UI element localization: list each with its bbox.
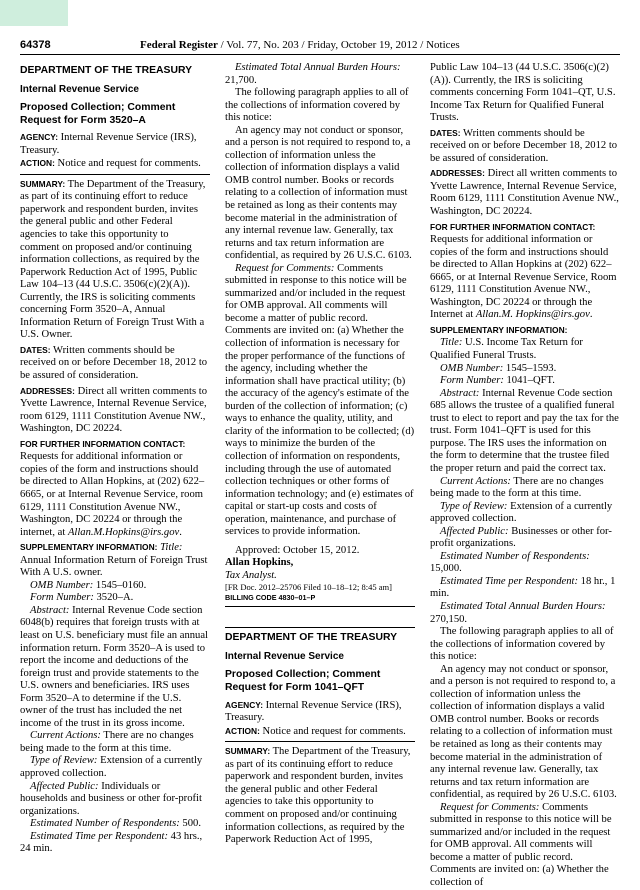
spacer xyxy=(225,610,415,624)
agency-text: Internal Revenue Service (IRS), Treasury. xyxy=(20,132,197,156)
form-label: Form Number: xyxy=(30,592,94,604)
title-text-2: U.S. Income Tax Return for Qualified Funeral Trusts. xyxy=(430,337,583,362)
omb-line xyxy=(20,580,210,593)
action-text: Notice and request for comments. xyxy=(54,158,201,170)
title-label: Title: xyxy=(157,542,183,554)
signer-name xyxy=(225,557,415,570)
form-number-line-2 xyxy=(430,375,620,388)
bureau-heading-2: Internal Revenue Service xyxy=(225,651,344,663)
contact-label: FOR FURTHER INFORMATION CONTACT: xyxy=(20,438,186,449)
form-label-2: Form Number: xyxy=(440,375,504,387)
request-comments-paragraph-2 xyxy=(430,802,620,890)
supplementary-label: SUPPLEMENTARY INFORMATION: xyxy=(20,542,158,553)
burden-text: 21,700. xyxy=(225,74,257,86)
notice-title: Proposed Collection; Comment Request for Form 3520–A xyxy=(20,102,176,126)
page-header xyxy=(20,38,620,52)
agency-text-2: Internal Revenue Service (IRS), Treasury. xyxy=(225,699,402,724)
agency-paragraph-2 xyxy=(225,699,415,725)
applies-paragraph-2: The following paragraph applies to all of the collections of information covered by this notice: xyxy=(430,626,614,663)
request-label-2: Request for Comments: xyxy=(440,801,540,813)
form-number-line xyxy=(20,592,210,605)
issue-details: / Vol. 77, No. 203 / Friday, October 19, 2012 / Notices xyxy=(217,39,460,51)
public-text: Individuals or households and business or other for-profit organizations. xyxy=(20,780,202,817)
publication-name: Federal Register xyxy=(140,39,218,51)
contact-email-link[interactable]: Allan.M.Hopkins@irs.gov xyxy=(67,526,180,538)
omb-control-paragraph: An agency may not conduct or sponsor, and a person is not required to respond to, a collection of information unless the collection of information displays a valid OMB control number. Books or records relating to a collection of information must be retained as long as their contents may become material in the administration of any internal revenue law. Generally, tax returns and tax return information are confidential, as required by 26 U.S.C. 6103. xyxy=(225,124,412,262)
time-text-2: 18 hr., 1 min. xyxy=(430,575,616,600)
affected-public-paragraph xyxy=(20,781,210,819)
agency-paragraph xyxy=(20,131,210,157)
header-rule xyxy=(20,54,620,55)
document-stamp xyxy=(0,0,68,26)
dates-paragraph-2 xyxy=(430,127,620,166)
action-paragraph xyxy=(20,157,210,171)
action-label-2: ACTION: xyxy=(225,725,260,736)
page-number: 64378 xyxy=(20,39,51,51)
review-text: Extension of a currently approved collection. xyxy=(20,755,203,779)
section-divider xyxy=(225,627,415,628)
column-2 xyxy=(225,62,415,847)
time-paragraph xyxy=(20,831,210,856)
addresses-paragraph xyxy=(20,385,210,436)
supplementary-label-line-2 xyxy=(430,324,620,338)
running-head xyxy=(140,38,460,52)
respondents-paragraph xyxy=(20,818,210,831)
time-text: 43 hrs., 24 min. xyxy=(20,830,203,855)
column-3 xyxy=(430,62,620,890)
omb-text: 1545–0160. xyxy=(93,579,147,591)
supplementary-label-2: SUPPLEMENTARY INFORMATION: xyxy=(430,324,568,335)
contact-label-line xyxy=(20,438,210,452)
actions-label-2: Current Actions: xyxy=(440,475,511,487)
approved-line: Approved: October 15, 2012. xyxy=(235,544,360,556)
addresses-label-2: ADDRESSES: xyxy=(430,168,485,179)
review-label-2: Type of Review: xyxy=(440,500,508,512)
review-text-2: Extension of a currently approved collection. xyxy=(430,500,613,525)
contact-label-line-2 xyxy=(430,221,620,235)
request-text: Comments submitted in response to this notice will be summarized and/or included in the request for OMB approval. All comments will become a matter of public record. Comments are invited on: (a) Whether the collection of information is necessary for the proper performance of the functions of the agency, including whether the information shall have practical utility; (b) the accuracy of the agency's estimate of the burden of the collection of information; (c) ways to enhance the quality, utility, and clarity of the information to be collected; (d) ways to minimize the burden of the collection of information on respondents, including through the use of automated collection techniques or other forms of information technology; and (e) estimates of capital or start-up costs and costs of operation, maintenance, and purchase of services to provide information. xyxy=(225,262,415,538)
title-line-2 xyxy=(430,337,620,362)
request-label: Request for Comments: xyxy=(235,262,335,274)
fr-doc-line: [FR Doc. 2012–25706 Filed 10–18–12; 8:45 am] xyxy=(225,582,392,593)
summary-text: The Department of the Treasury, as part of its continuing effort to reduce paperwork and respondent burden, invites the general public and other Federal agencies to take this opportunity to comment on proposed and/or continuing information collections, as required by the Paperwork Reduction Act of 1995, Public Law 104–13 (44 U.S.C. 3506(c)(2)(A)). Currently, the IRS is soliciting comments concerning Form 3520–A, Annual Information Return of Foreign Trust With a U.S. Owner. xyxy=(20,178,206,341)
respondents-paragraph-2 xyxy=(430,551,620,576)
bureau-heading: Internal Revenue Service xyxy=(20,84,139,95)
billing-code: BILLING CODE 4830–01–P xyxy=(225,593,316,603)
supplementary-paragraph xyxy=(20,541,210,580)
agency-heading: DEPARTMENT OF THE TREASURY xyxy=(20,65,193,76)
addresses-paragraph-2 xyxy=(430,167,620,218)
summary-label: SUMMARY: xyxy=(20,178,66,189)
form-text: 3520–A. xyxy=(93,592,134,604)
current-actions-paragraph-2 xyxy=(430,476,620,501)
summary-paragraph-2 xyxy=(225,745,415,846)
signer-title: Tax Analyst. xyxy=(225,569,277,581)
burden-paragraph xyxy=(225,62,415,87)
respondents-text: 500. xyxy=(179,818,201,830)
title-label-2: Title: xyxy=(440,337,463,349)
action-label: ACTION: xyxy=(20,158,55,169)
column-1 xyxy=(20,62,210,856)
contact-end-2: . xyxy=(589,309,593,321)
agency-heading-2: DEPARTMENT OF THE TREASURY xyxy=(225,632,398,644)
form-text-2: 1041–QFT. xyxy=(503,375,555,387)
review-type-paragraph-2 xyxy=(430,501,620,526)
review-label: Type of Review: xyxy=(30,755,98,767)
burden-text-2: 270,150. xyxy=(430,613,468,625)
abstract-label-2: Abstract: xyxy=(440,387,480,399)
respondents-label-2: Estimated Number of Respondents: xyxy=(440,550,590,562)
actions-text: There are no changes being made to the form at this time. xyxy=(20,730,194,754)
actions-label: Current Actions: xyxy=(30,730,101,742)
title-text: Annual Information Return of Foreign Trust With A U.S. owner. xyxy=(20,554,208,579)
abstract-text: Internal Revenue Code section 6048(b) requires that foreign trusts with at least on U.S. beneficiary must file an annual information return. Form 3520–A is used to report the income and deductions of the foreign trust and provide statements to the U.S. owners and beneficiaries. IRS uses Form 3520–A to determine if the U.S. owner of the trust has included the net income of the trust in its gross income. xyxy=(20,604,208,729)
applies-paragraph: The following paragraph applies to all of the collections of information covered by this notice: xyxy=(225,87,409,124)
action-paragraph-2 xyxy=(225,725,415,739)
omb-label-2: OMB Number: xyxy=(440,362,504,374)
notice-title-2: Proposed Collection; Comment Request for Form 1041–QFT xyxy=(225,669,381,694)
dates-text: Written comments should be received on or before December 18, 2012 to be assured of consideration. xyxy=(20,344,208,382)
abstract-text-2: Internal Revenue Code section 685 allows the trustee of a qualified funeral trust to elect to report and pay the tax for the trust. Form 1041–QFT is used for this purpose. The IRS uses the information on the form to determine that the trustee filed the proper return and paid the correct tax. xyxy=(430,387,619,474)
burden-label-2: Estimated Total Annual Burden Hours: xyxy=(440,600,606,612)
time-paragraph-2 xyxy=(430,576,620,601)
burden-paragraph-2 xyxy=(430,601,620,626)
actions-text-2: There are no changes being made to the form at this time. xyxy=(430,475,604,500)
contact-end: . xyxy=(179,526,182,538)
request-text-2: Comments submitted in response to this notice will be summarized and/or included in the request for OMB approval. All comments will become a matter of public record. Comments are invited on: (a) Whether the collection of xyxy=(430,801,612,888)
public-text-2: Businesses or other for-profit organizations. xyxy=(430,525,612,550)
dates-paragraph xyxy=(20,344,210,383)
request-comments-paragraph xyxy=(225,263,415,539)
abstract-label: Abstract: xyxy=(30,604,70,616)
action-text-2: Notice and request for comments. xyxy=(259,725,406,737)
addresses-label: ADDRESSES: xyxy=(20,385,75,396)
respondents-text-2: 15,000. xyxy=(430,563,462,575)
addresses-text: Direct all written comments to Yvette Lawrence, Internal Revenue Service, room 6129, 1111 Constitution Avenue NW., Washington, DC 20224. xyxy=(20,385,208,435)
section-divider xyxy=(20,174,210,175)
summary-paragraph xyxy=(20,178,210,342)
agency-label: AGENCY: xyxy=(20,132,58,143)
dates-text-2: Written comments should be received on or before December 18, 2012 to be assured of consideration. xyxy=(430,127,618,164)
current-actions-paragraph xyxy=(20,730,210,755)
omb-line-2 xyxy=(430,363,620,376)
signer-text: Allan Hopkins, xyxy=(225,557,294,569)
summary-continued: Public Law 104–13 (44 U.S.C. 3506(c)(2)(A)). Currently, the IRS is soliciting comments concerning Form 1041–QT, U.S. Income Tax Return for Qualified Funeral Trusts. xyxy=(430,62,616,124)
agency-label-2: AGENCY: xyxy=(225,699,263,710)
contact-label-2: FOR FURTHER INFORMATION CONTACT: xyxy=(430,221,596,232)
affected-public-paragraph-2 xyxy=(430,526,620,551)
omb-control-paragraph-2: An agency may not conduct or sponsor, and a person is not required to respond to, a collection of information unless the collection of information displays a valid OMB control number. Books or records relating to a collection of information must be retained as long as their contents may become material in the administration of any internal revenue law. Generally, tax returns and tax return information are confidential, as required by 26 U.S.C. 6103. xyxy=(430,663,617,801)
omb-label: OMB Number: xyxy=(30,579,94,591)
abstract-paragraph-2 xyxy=(430,388,620,476)
dates-label-2: DATES: xyxy=(430,127,461,138)
signer-title-line xyxy=(225,570,415,583)
contact-paragraph xyxy=(20,451,210,539)
respondents-label: Estimated Number of Respondents: xyxy=(30,818,180,830)
omb-text-2: 1545–1593. xyxy=(503,362,557,374)
contact-text: Requests for additional information or copies of the form and instructions should be directed to Allan Hopkins, at (202) 622–6665, or at Internal Revenue Service, room 6129, 1111 Constitution Avenue NW., Washington, DC 20224 or through the internet, at xyxy=(20,451,205,538)
contact-paragraph-2 xyxy=(430,234,620,322)
burden-label: Estimated Total Annual Burden Hours: xyxy=(235,62,401,73)
time-label-2: Estimated Time per Respondent: xyxy=(440,575,578,587)
review-type-paragraph xyxy=(20,755,210,780)
public-label-2: Affected Public: xyxy=(440,525,509,537)
section-divider xyxy=(225,606,415,607)
contact-email-link-2[interactable]: Allan.M. Hopkins@irs.gov xyxy=(475,309,590,321)
addresses-text-2: Direct all written comments to Yvette Lawrence, Internal Revenue Service, Room 6129, 1111 Constitution Avenue NW., Washington, DC 20224. xyxy=(430,168,619,218)
summary-label-2: SUMMARY: xyxy=(225,746,271,757)
time-label: Estimated Time per Respondent: xyxy=(30,830,168,842)
summary-text-2: The Department of the Treasury, as part of its continuing effort to reduce paperwork and respondent burden, invites the general public and other Federal agencies to take this opportunity to comment on proposed and/or continuing information collections, as required by the Paperwork Reduction Act of 1995, xyxy=(225,746,411,846)
contact-text-2: Requests for additional information or copies of the form and instructions should be directed to Allan Hopkins at (202) 622–6665, or at Internal Revenue Service, Room 6129, 1111 Constitution Avenue NW., Washington, DC 20224 or through the Internet at xyxy=(430,234,617,321)
public-label: Affected Public: xyxy=(30,780,99,792)
abstract-paragraph xyxy=(20,605,210,730)
dates-label: DATES: xyxy=(20,344,51,355)
section-divider xyxy=(225,741,415,742)
